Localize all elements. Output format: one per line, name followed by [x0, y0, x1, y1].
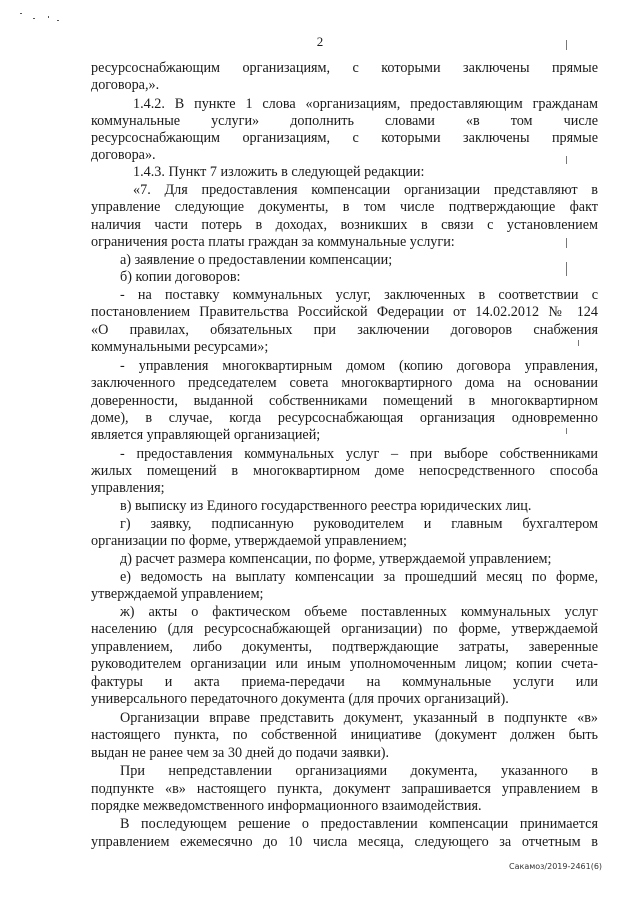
text-line: фактуры и акта приема-передачи на коммунальные услуги или	[91, 674, 598, 690]
text-line: доме), в случае, когда ресурсоснабжающая организация одновременно	[91, 410, 598, 426]
text-line: жилых помещений в многоквартирном доме непосредственного способа	[91, 463, 598, 479]
text-line: - управления многоквартирным домом (копию договора управления,	[120, 358, 598, 374]
scan-mark	[578, 340, 579, 346]
text-line: договора,».	[91, 77, 160, 93]
text-line: управления;	[91, 480, 165, 496]
text-line: в) выписку из Единого государственного реестра юридических лиц.	[120, 498, 532, 514]
text-line: б) копии договоров:	[120, 269, 241, 285]
text-line: наличия части потерь в доходах, возникших в связи с установлением	[91, 217, 598, 233]
text-line: ресурсоснабжающим организациям, с которыми заключены прямые	[91, 130, 598, 146]
text-line: ограничения роста платы граждан за коммунальные услуги:	[91, 234, 455, 250]
text-line: коммунальные услуги» дополнить словами «в том числе	[91, 113, 598, 129]
text-line: коммунальными ресурсами»;	[91, 339, 269, 355]
text-line: «О правилах, обязательных при заключении договоров снабжения	[91, 322, 598, 338]
text-line: В последующем решение о предоставлении компенсации принимается	[120, 816, 598, 832]
scan-speck	[33, 18, 35, 19]
text-line: настоящего пункта, по собственной инициативе (документ должен быть	[91, 727, 598, 743]
text-line: организации по форме, утверждаемой управлением;	[91, 533, 407, 549]
text-line: населению (для ресурсоснабжающей организации) по форме, утверждаемой	[91, 621, 598, 637]
text-line: универсального передаточного документа (для прочих организаций).	[91, 691, 509, 707]
text-line: доверенности, выданной собственниками помещений в многоквартирном	[91, 393, 598, 409]
text-line: утверждаемой управлением;	[91, 586, 264, 602]
text-line: е) ведомость на выплату компенсации за прошедший месяц по форме,	[120, 569, 598, 585]
text-line: ресурсоснабжающим организациям, с которыми заключены прямые	[91, 60, 598, 76]
text-line: 1.4.2. В пункте 1 слова «организациям, предоставляющим гражданам	[133, 96, 598, 112]
text-line: руководителем организации или иным уполномоченным лицом; копии счета-	[91, 656, 598, 672]
text-line: Организации вправе представить документ, указанный в подпункте «в»	[120, 710, 598, 726]
text-line: При непредставлении организациями документа, указанного в	[120, 763, 598, 779]
text-line: управлением, либо документы, подтверждающие затраты, заверенные	[91, 639, 598, 655]
text-line: а) заявление о предоставлении компенсации;	[120, 252, 393, 268]
text-line: д) расчет размера компенсации, по форме, утверждаемой управлением;	[120, 551, 552, 567]
text-line: - на поставку коммунальных услуг, заключенных в соответствии с	[120, 287, 598, 303]
text-line: - предоставления коммунальных услуг – при выборе собственниками	[120, 446, 598, 462]
text-line: 1.4.3. Пункт 7 изложить в следующей редакции:	[133, 164, 425, 180]
scan-mark	[566, 262, 567, 276]
scan-speck	[48, 16, 49, 18]
scan-mark	[566, 428, 567, 434]
text-line: выдан не ранее чем за 30 дней до подачи заявки).	[91, 745, 390, 761]
text-line: г) заявку, подписанную руководителем и главным бухгалтером	[120, 516, 598, 532]
text-line: порядке межведомственного информационного взаимодействия.	[91, 798, 482, 814]
text-line: является управляющей организацией;	[91, 427, 321, 443]
text-line: подпункте «в» настоящего пункта, документ запрашивается управлением в	[91, 781, 598, 797]
text-line: ж) акты о фактическом объеме поставленных коммунальных услуг	[120, 604, 598, 620]
text-line: заключенного председателем совета многоквартирного дома на основании	[91, 375, 598, 391]
text-line: управление следующие документы, в том числе подтверждающие факт	[91, 199, 598, 215]
text-line: управлением ежемесячно до 10 числа месяца, следующего за отчетным в	[91, 834, 598, 850]
footer-code: Сакамоз/2019-2461(6)	[509, 862, 603, 871]
text-line: договора».	[91, 147, 156, 163]
scan-speck	[57, 20, 59, 21]
scan-mark	[566, 238, 567, 248]
scan-mark	[566, 156, 567, 164]
scan-mark	[566, 40, 567, 50]
page-number: 2	[316, 34, 324, 49]
text-line: «7. Для предоставления компенсации организации представляют в	[133, 182, 598, 198]
scan-speck	[20, 13, 22, 14]
text-line: постановлением Правительства Российской Федерации от 14.02.2012 № 124	[91, 304, 598, 320]
